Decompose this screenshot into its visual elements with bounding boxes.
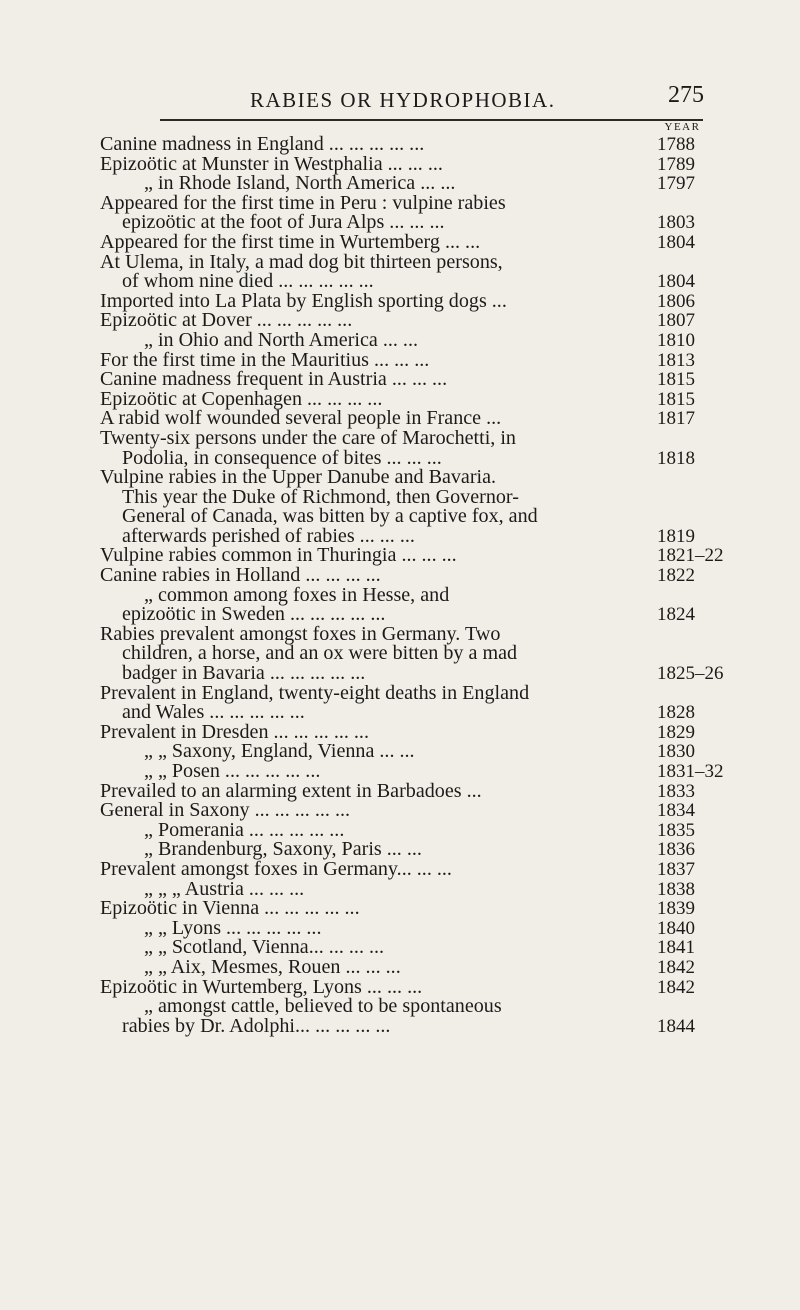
entry-line [100, 938, 800, 958]
entry-line [100, 135, 800, 155]
entry-text: epizoötic at the foot of Jura Alps ... ... ... [122, 211, 445, 234]
entry-text: Epizoötic at Dover ... ... ... ... ... [100, 309, 353, 332]
entry-text: Prevalent in England, twenty-eight deaths in England [100, 681, 530, 704]
entry-text: General of Canada, was bitten by a captive fox, and [122, 505, 538, 528]
entry-line [100, 605, 800, 625]
entry-text: „ in Ohio and North America ... ... [144, 328, 418, 351]
entry-year: 1819 [657, 525, 695, 547]
entry-line [100, 664, 800, 684]
entry-text: Imported into La Plata by English sporting dogs ... [100, 289, 507, 312]
entry-text: Prevalent amongst foxes in Germany... ... ... [100, 857, 452, 880]
entry-year: 1831–32 [657, 761, 724, 782]
chronology-entry [100, 230, 800, 253]
entry-text: Podolia, in consequence of bites ... ... ... [122, 446, 442, 469]
chronology-entry [100, 468, 800, 546]
entry-line [100, 801, 800, 821]
chronology-list [100, 135, 800, 1036]
entry-year: 1841 [657, 937, 695, 959]
entry-year: 1842 [657, 956, 695, 978]
entry-text: „ „ Lyons ... ... ... ... ... [144, 916, 322, 939]
entry-text: Canine rabies in Holland ... ... ... ... [100, 564, 381, 587]
entry-year: 1830 [657, 741, 695, 763]
entry-text: Vulpine rabies in the Upper Danube and Bavaria. [100, 466, 497, 489]
entry-line [100, 370, 800, 390]
entry-line [100, 230, 800, 253]
entry-year: 1804 [657, 231, 695, 253]
entry-year: 1813 [657, 349, 695, 371]
entry-year: 1828 [657, 702, 695, 724]
entry-text: This year the Duke of Richmond, then Governor- [122, 485, 519, 508]
entry-text: Vulpine rabies common in Thuringia ... ... ... [100, 544, 457, 567]
entry-line [100, 1014, 800, 1037]
entry-year: 1803 [657, 212, 695, 234]
chronology-entry [100, 250, 800, 293]
entry-text: Twenty-six persons under the care of Marochetti, in [100, 426, 516, 449]
entry-text: For the first time in the Mauritius ... ... ... [100, 348, 430, 371]
entry-year: 1822 [657, 565, 695, 587]
entry-text: „ Brandenburg, Saxony, Paris ... ... [144, 838, 422, 861]
entry-text: „ amongst cattle, believed to be spontaneous [144, 995, 502, 1018]
chronology-entry [100, 135, 800, 155]
entry-text: afterwards perished of rabies ... ... ... [122, 524, 415, 547]
entry-line [100, 762, 800, 782]
entry-text: A rabid wolf wounded several people in France ... [100, 407, 502, 430]
entry-year: 1815 [657, 388, 695, 410]
entry-text: rabies by Dr. Adolphi... ... ... ... ... [122, 1014, 391, 1037]
entry-text: Appeared for the first time in Peru : vulpine rabies [100, 191, 506, 214]
entry-line [100, 703, 800, 723]
entry-year: 1835 [657, 819, 695, 841]
entry-year: 1797 [657, 173, 695, 195]
chronology-entry [100, 762, 800, 782]
header-rule [160, 119, 703, 121]
entry-year: 1824 [657, 604, 695, 626]
entry-line [100, 409, 800, 429]
entry-text: Epizoötic at Munster in Westphalia ... ... ... [100, 152, 443, 175]
chronology-entry [100, 566, 800, 586]
entry-text: „ „ Posen ... ... ... ... ... [144, 760, 321, 782]
chronology-entry [100, 409, 800, 429]
entry-text: General in Saxony ... ... ... ... ... [100, 799, 351, 822]
entry-year: 1837 [657, 858, 695, 880]
entry-text: „ „ Scotland, Vienna... ... ... ... [144, 936, 385, 959]
chronology-entry [100, 370, 800, 390]
entry-text: Canine madness frequent in Austria ... ... ... [100, 368, 448, 391]
entry-text: Epizoötic in Vienna ... ... ... ... ... [100, 897, 360, 920]
entry-text: and Wales ... ... ... ... ... [122, 701, 305, 724]
entry-text: „ „ Aix, Mesmes, Rouen ... ... ... [144, 955, 401, 978]
entry-year: 1821–22 [657, 545, 724, 567]
entry-year: 1804 [657, 271, 695, 293]
entry-text: At Ulema, in Italy, a mad dog bit thirteen persons, [100, 250, 503, 273]
chronology-entry [100, 681, 800, 724]
entry-year: 1833 [657, 780, 695, 802]
entry-text: „ Pomerania ... ... ... ... ... [144, 818, 345, 841]
chronology-entry [100, 938, 800, 958]
entry-year: 1806 [657, 290, 695, 312]
entry-year: 1834 [657, 800, 695, 822]
entry-line [100, 566, 800, 586]
entry-text: „ „ Saxony, England, Vienna ... ... [144, 740, 415, 763]
page-number: 275 [668, 82, 704, 108]
chronology-entry [100, 191, 800, 234]
entry-text: epizoötic in Sweden ... ... ... ... ... [122, 603, 386, 626]
chronology-entry [100, 997, 800, 1036]
entry-year: 1839 [657, 898, 695, 920]
entry-line [100, 272, 800, 292]
entry-text: Prevalent in Dresden ... ... ... ... ... [100, 720, 369, 743]
entry-year: 1817 [657, 408, 695, 430]
chronology-entry [100, 857, 800, 880]
entry-text: „ „ „ Austria ... ... ... [144, 877, 305, 900]
entry-year: 1836 [657, 839, 695, 861]
chronology-entry [100, 328, 800, 351]
entry-year: 1840 [657, 917, 695, 939]
entry-line [100, 857, 800, 880]
entry-year: 1807 [657, 310, 695, 332]
entry-year: 1815 [657, 369, 695, 391]
year-column-heading: YEAR [664, 121, 701, 133]
entry-line [100, 507, 800, 527]
entry-year: 1788 [657, 134, 695, 155]
chronology-entry [100, 801, 800, 821]
entry-text: Epizoötic at Copenhagen ... ... ... ... [100, 387, 383, 410]
chronology-entry [100, 583, 800, 626]
entry-line [100, 955, 800, 978]
entry-text: Rabies prevalent amongst foxes in Germany. Two [100, 622, 501, 645]
entry-year: 1842 [657, 976, 695, 998]
entry-text: children, a horse, and an ox were bitten by a mad [122, 642, 518, 665]
chronology-entry [100, 622, 800, 685]
entry-line [100, 426, 800, 449]
chronology-entry [100, 899, 800, 919]
entry-line [100, 899, 800, 919]
entry-year: 1818 [657, 447, 695, 469]
chronology-entry [100, 174, 800, 194]
entry-year: 1838 [657, 878, 695, 900]
entry-text: Appeared for the first time in Wurtemberg ... ... [100, 230, 481, 253]
entry-text: „ in Rhode Island, North America ... ... [144, 172, 456, 195]
entry-text: „ common among foxes in Hesse, and [144, 583, 450, 606]
entry-text: badger in Bavaria ... ... ... ... ... [122, 662, 366, 685]
entry-text: Prevailed to an alarming extent in Barbadoes ... [100, 779, 482, 802]
entry-text: of whom nine died ... ... ... ... ... [122, 270, 374, 293]
running-header [250, 80, 704, 112]
running-title: RABIES OR HYDROPHOBIA. [250, 88, 556, 112]
entry-year: 1829 [657, 721, 695, 743]
entry-line [100, 997, 800, 1017]
entry-line [100, 174, 800, 194]
entry-text: Canine madness in England ... ... ... ... ... [100, 133, 425, 155]
entry-line [100, 468, 800, 488]
entry-year: 1825–26 [657, 663, 724, 685]
chronology-entry [100, 955, 800, 978]
entry-text: Epizoötic in Wurtemberg, Lyons ... ... ... [100, 975, 423, 998]
entry-year: 1810 [657, 329, 695, 351]
entry-line [100, 311, 800, 331]
entry-line [100, 328, 800, 351]
entry-year: 1789 [657, 153, 695, 175]
chronology-entry [100, 311, 800, 331]
chronology-entry [100, 426, 800, 469]
entry-year: 1844 [657, 1015, 695, 1037]
